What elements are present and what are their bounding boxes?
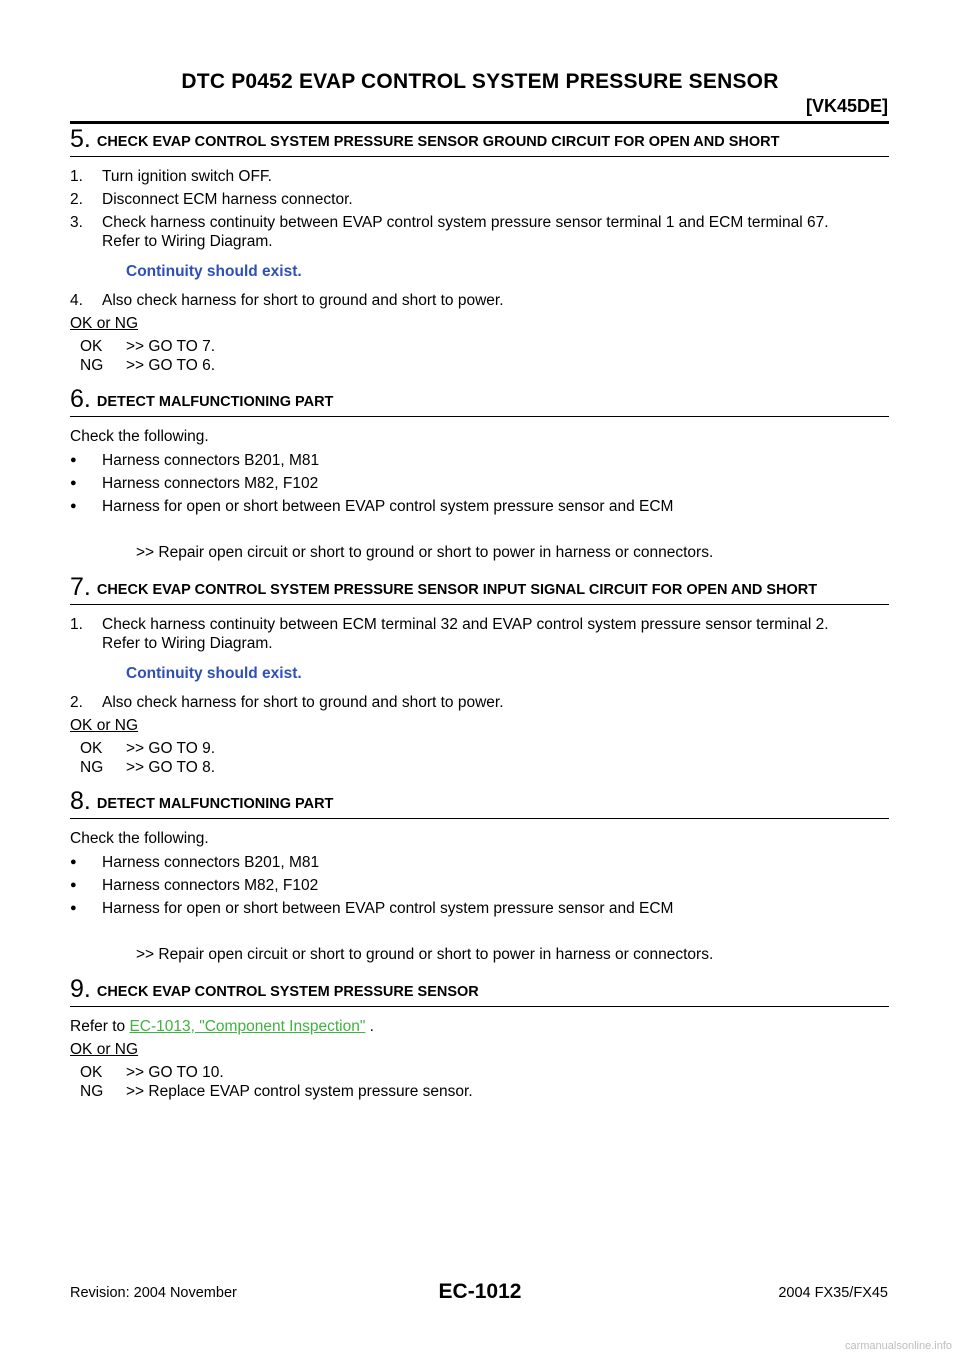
footer-revision: Revision: 2004 November bbox=[70, 1285, 237, 1301]
component-inspection-link[interactable]: EC-1013, "Component Inspection" bbox=[129, 1018, 366, 1035]
engine-tag: [VK45DE] bbox=[805, 96, 888, 116]
step-8-heading bbox=[70, 787, 889, 819]
ok-or-ng-label: OK or NG bbox=[70, 717, 139, 734]
action-text: >> Repair open circuit or short to ground or short to power in harness or connectors. bbox=[136, 544, 714, 561]
bullet-icon: ● bbox=[70, 454, 77, 466]
action-text: >> Repair open circuit or short to ground or short to power in harness or connectors. bbox=[136, 946, 714, 963]
bullet-item: ● Harness connectors M82, F102 bbox=[70, 877, 319, 894]
bullet-item: ● Harness connectors M82, F102 bbox=[70, 475, 319, 492]
spec-text: Continuity should exist. bbox=[126, 263, 302, 280]
result-ng: NG >> GO TO 6. bbox=[80, 357, 216, 374]
refer-text: Refer to Wiring Diagram. bbox=[102, 635, 273, 652]
step-title: CHECK EVAP CONTROL SYSTEM PRESSURE SENSOR INPUT SIGNAL CIRCUIT FOR OPEN AND SHORT bbox=[96, 582, 818, 598]
result-ok: OK >> GO TO 10. bbox=[80, 1064, 224, 1081]
ok-or-ng-label: OK or NG bbox=[70, 1041, 139, 1058]
list-item: 2. Also check harness for short to ground and short to power. bbox=[70, 694, 504, 711]
step-title: CHECK EVAP CONTROL SYSTEM PRESSURE SENSOR GROUND CIRCUIT FOR OPEN AND SHORT bbox=[96, 134, 780, 150]
refer-text: Refer to Wiring Diagram. bbox=[102, 233, 273, 250]
bullet-icon: ● bbox=[70, 879, 77, 891]
step-number: 6. bbox=[70, 385, 91, 413]
page-title: DTC P0452 EVAP CONTROL SYSTEM PRESSURE SENSOR bbox=[181, 70, 779, 93]
spec-text: Continuity should exist. bbox=[126, 665, 302, 682]
bullet-icon: ● bbox=[70, 500, 77, 512]
step-9-heading bbox=[70, 975, 889, 1007]
list-item: 4. Also check harness for short to ground and short to power. bbox=[70, 292, 504, 309]
ok-or-ng-label: OK or NG bbox=[70, 315, 139, 332]
bullet-icon: ● bbox=[70, 856, 77, 868]
refer-text: Refer to EC-1013, "Component Inspection" . bbox=[70, 1018, 374, 1035]
bullet-item: ● Harness connectors B201, M81 bbox=[70, 452, 320, 469]
intro-text: Check the following. bbox=[70, 428, 209, 445]
step-7-heading bbox=[70, 573, 889, 605]
footer-page-number: EC-1012 bbox=[438, 1280, 522, 1303]
intro-text: Check the following. bbox=[70, 830, 209, 847]
step-title: DETECT MALFUNCTIONING PART bbox=[96, 394, 334, 410]
bullet-icon: ● bbox=[70, 477, 77, 489]
result-ok: OK >> GO TO 9. bbox=[80, 740, 216, 757]
header-rule bbox=[70, 121, 889, 124]
bullet-item: ● Harness for open or short between EVAP control system pressure sensor and ECM bbox=[70, 900, 674, 917]
watermark-text: carmanualsonline.info bbox=[844, 1340, 952, 1352]
step-title: DETECT MALFUNCTIONING PART bbox=[96, 796, 334, 812]
bullet-item: ● Harness connectors B201, M81 bbox=[70, 854, 320, 871]
step-title: CHECK EVAP CONTROL SYSTEM PRESSURE SENSOR bbox=[96, 984, 479, 1000]
step-5-heading bbox=[70, 125, 889, 157]
result-ok: OK >> GO TO 7. bbox=[80, 338, 216, 355]
step-number: 5. bbox=[70, 125, 91, 153]
footer-model: 2004 FX35/FX45 bbox=[778, 1285, 888, 1301]
step-6-heading bbox=[70, 385, 889, 417]
list-item: 1. Check harness continuity between ECM terminal 32 and EVAP control system pressure sensor terminal 2. bbox=[70, 616, 829, 633]
list-item: 3. Check harness continuity between EVAP control system pressure sensor terminal 1 and ECM terminal 67. bbox=[70, 214, 829, 231]
step-number: 7. bbox=[70, 573, 91, 601]
result-ng: NG >> Replace EVAP control system pressure sensor. bbox=[80, 1083, 473, 1100]
content bbox=[70, 125, 889, 1101]
list-item: 1. Turn ignition switch OFF. bbox=[70, 168, 272, 185]
step-number: 8. bbox=[70, 787, 91, 815]
result-ng: NG >> GO TO 8. bbox=[80, 759, 216, 776]
bullet-icon: ● bbox=[70, 902, 77, 914]
step-number: 9. bbox=[70, 975, 91, 1003]
bullet-item: ● Harness for open or short between EVAP control system pressure sensor and ECM bbox=[70, 498, 674, 515]
list-item: 2. Disconnect ECM harness connector. bbox=[70, 191, 353, 208]
